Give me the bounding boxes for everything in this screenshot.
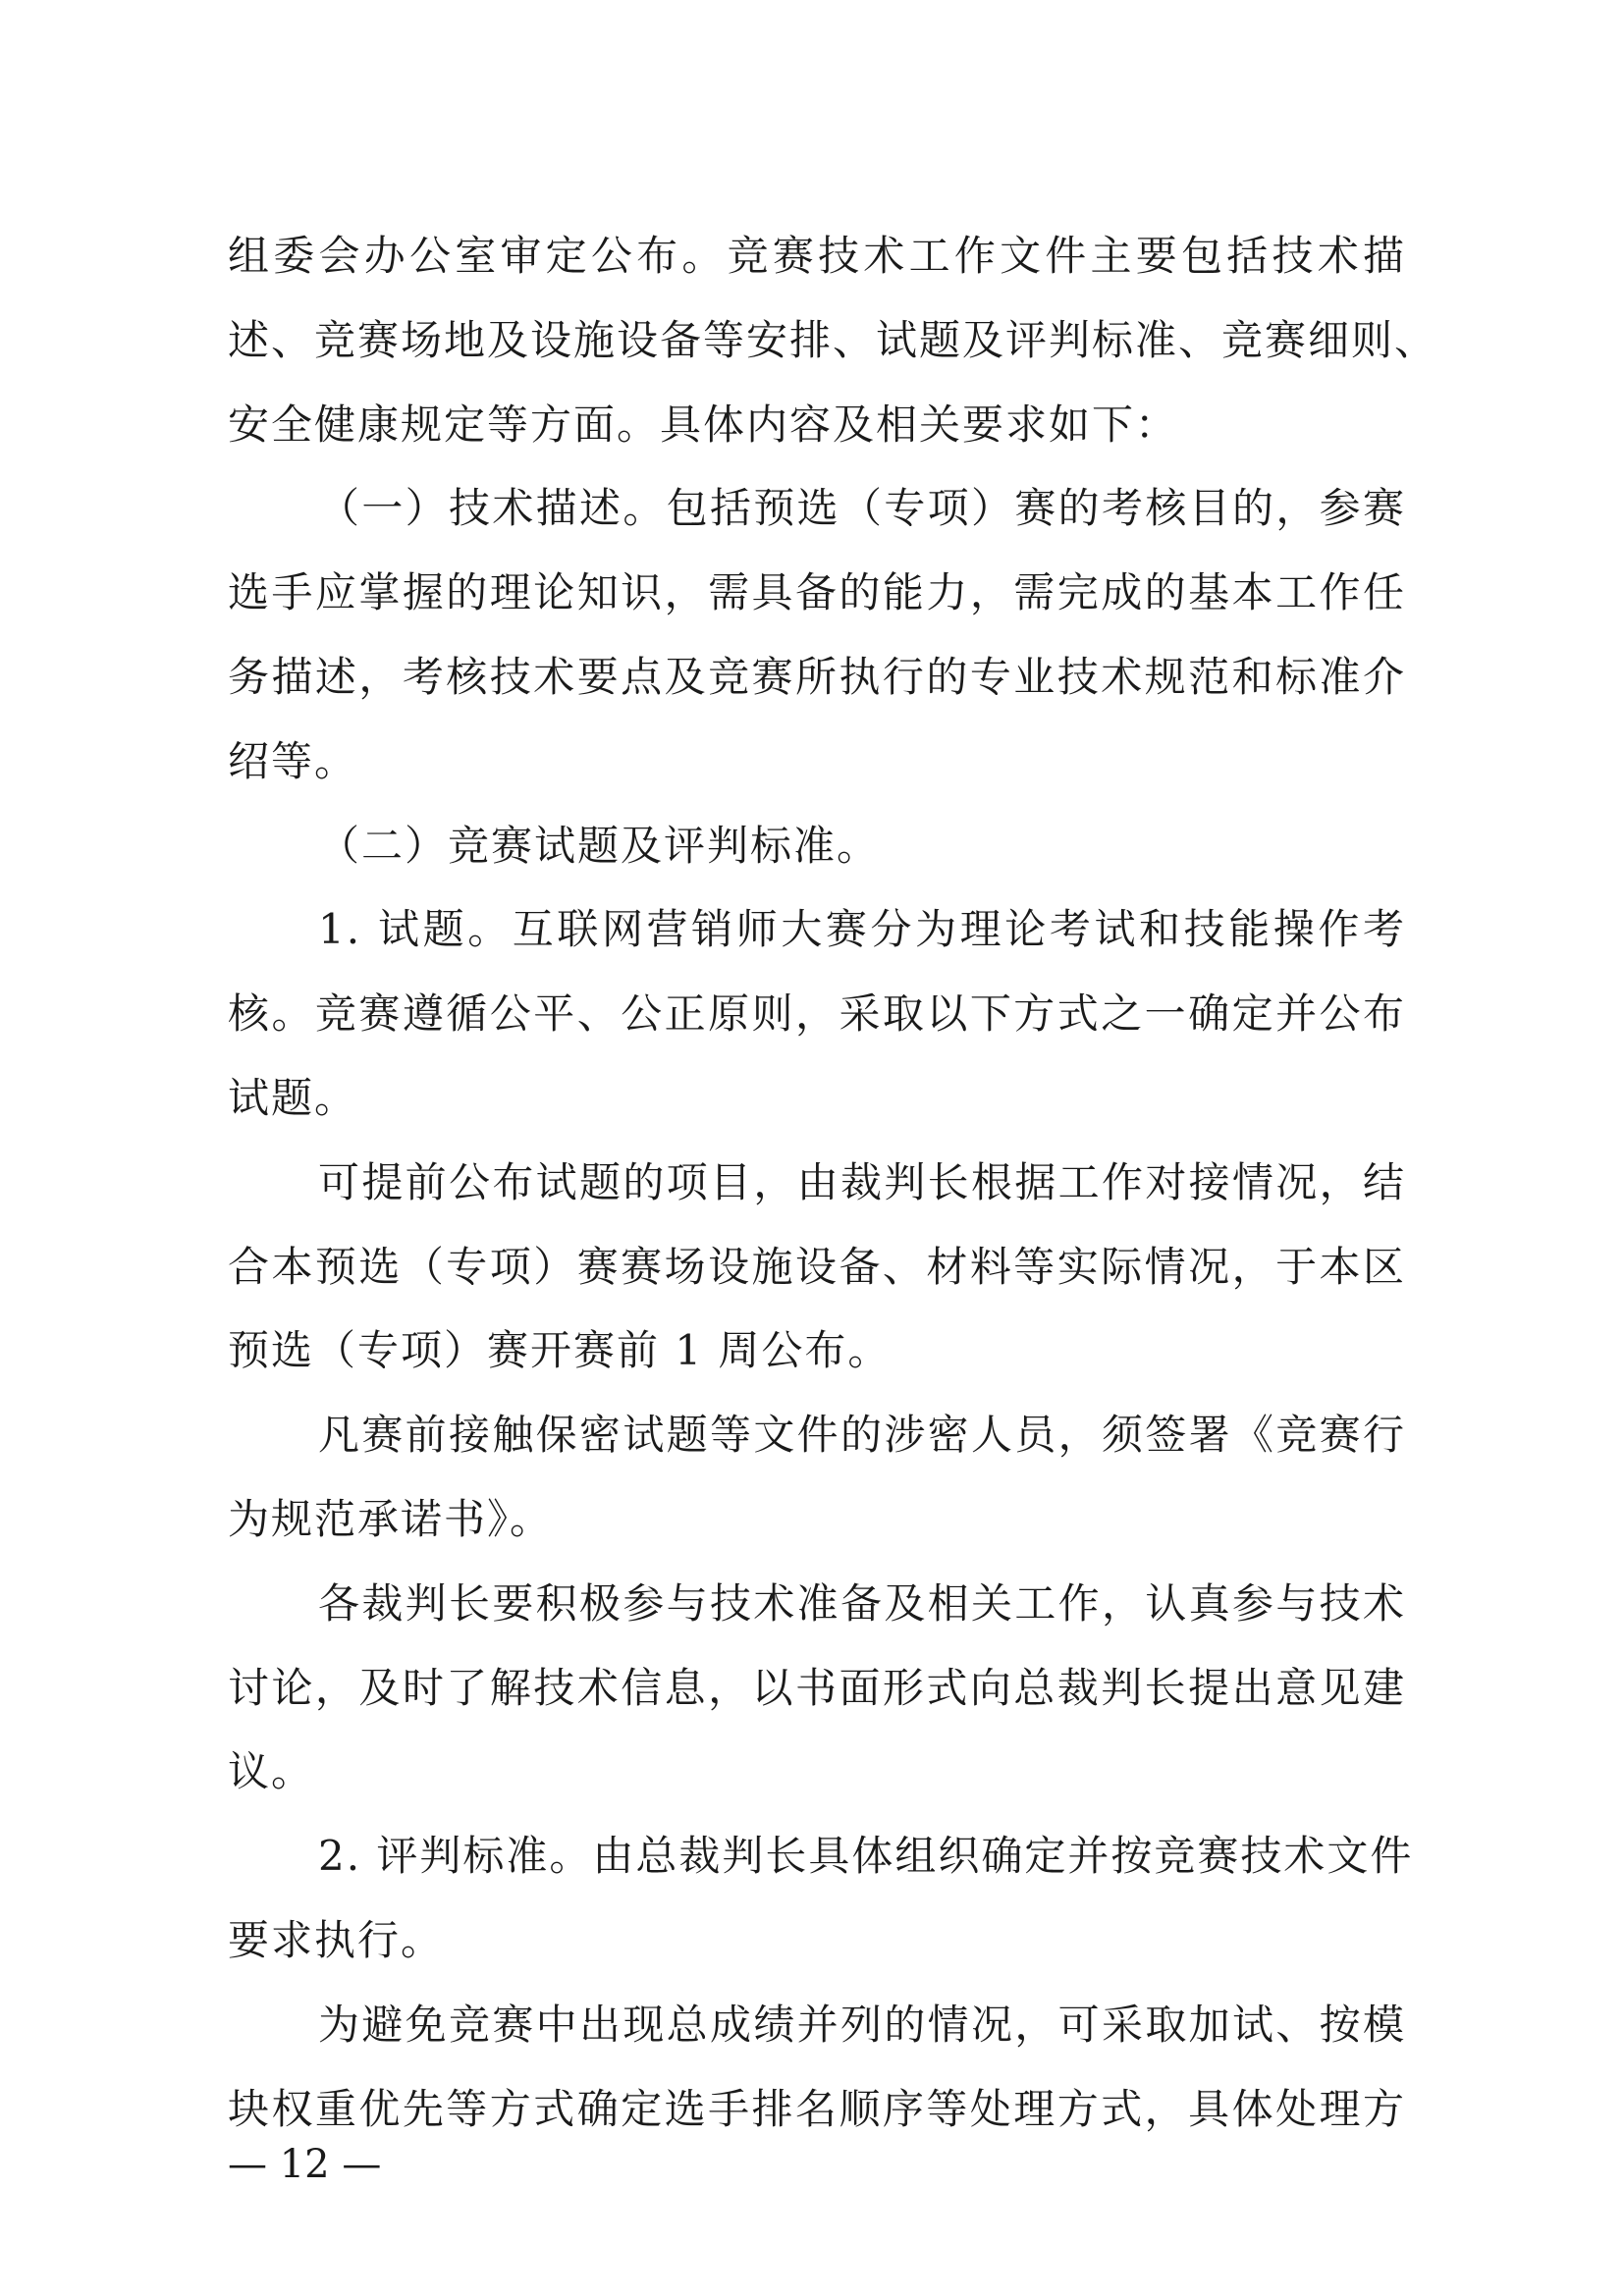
text-line-12: 可提前公布试题的项目，由裁判长根据工作对接情况，结 — [318, 1157, 1406, 1206]
text-line-17: 各裁判长要积极参与技术准备及相关工作，认真参与技术 — [318, 1578, 1406, 1628]
text-line-15: 凡赛前接触保密试题等文件的涉密人员，须签署《竞赛行 — [318, 1411, 1406, 1460]
text-line-23: 块权重优先等方式确定选手排名顺序等处理方式，具体处理方 — [228, 2084, 1406, 2133]
text-line-11: 试题。 — [228, 1073, 358, 1122]
text-line-16: 为规范承诺书》。 — [228, 1494, 554, 1543]
text-line-2: 述、竞赛场地及设施设备等安排、试题及评判标准、竞赛细则、 — [228, 315, 1438, 364]
section-heading-exam-and-criteria: （二）竞赛试题及评判标准。 — [318, 821, 881, 870]
text-line-21: 要求执行。 — [228, 1915, 445, 1964]
text-line-6: 务描述，考核技术要点及竞赛所执行的专业技术规范和标准介 — [228, 652, 1406, 701]
text-line-22: 为避免竞赛中出现总成绩并列的情况，可采取加试、按模 — [318, 2000, 1406, 2049]
text-line-3: 安全健康规定等方面。具体内容及相关要求如下： — [228, 400, 1179, 449]
item-heading-judging-criteria: 2. 评判标准。由总裁判长具体组织确定并按竞赛技术文件 — [318, 1832, 1414, 1881]
text-line-10: 核。竞赛遵循公平、公正原则，采取以下方式之一确定并公布 — [228, 989, 1406, 1039]
text-line-19: 议。 — [228, 1747, 315, 1796]
text-line-7: 绍等。 — [228, 736, 358, 785]
text-line-18: 讨论，及时了解技术信息，以书面形式向总裁判长提出意见建 — [228, 1663, 1406, 1712]
item-heading-exam-questions: 1. 试题。互联网营销师大赛分为理论考试和技能操作考 — [318, 905, 1406, 954]
body-text — [228, 214, 1438, 2151]
text-line-5: 选手应掌握的理论知识，需具备的能力，需完成的基本工作任 — [228, 568, 1406, 617]
section-heading-technical-description: （一）技术描述。包括预选（专项）赛的考核目的，参赛 — [318, 484, 1406, 533]
text-line-13: 合本预选（专项）赛赛场设施设备、材料等实际情况，于本区 — [228, 1242, 1406, 1291]
text-line-14: 预选（专项）赛开赛前 1 周公布。 — [228, 1326, 892, 1375]
page-number: — 12 — — [228, 2142, 382, 2187]
text-line-1: 组委会办公室审定公布。竞赛技术工作文件主要包括技术描 — [228, 232, 1406, 280]
